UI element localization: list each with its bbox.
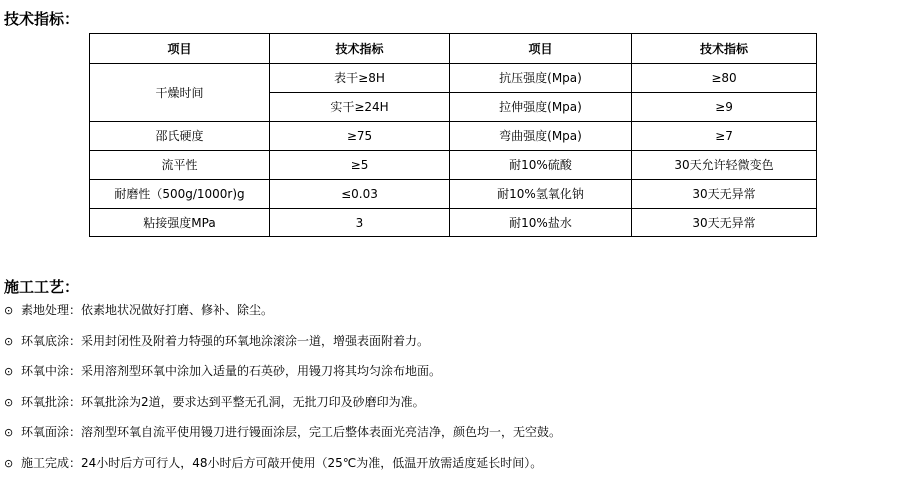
table-row [90, 151, 817, 180]
table-cell-value: ≥7 [632, 122, 817, 151]
table-cell-item: 拉伸强度(Mpa) [450, 93, 632, 122]
list-item [4, 394, 561, 425]
table-cell-item: 粘接强度MPa [90, 209, 270, 237]
table-cell-item: 抗压强度(Mpa) [450, 64, 632, 93]
list-item [4, 363, 561, 394]
list-item [4, 333, 561, 364]
header-item: 项目 [90, 34, 270, 64]
step-text: 环氧中涂：采用溶剂型环氧中涂加入适量的石英砂，用镘刀将其均匀涂布地面。 [21, 364, 442, 379]
step-text: 环氧批涂：环氧批涂为2道，要求达到平整无孔洞，无批刀印及砂磨印为准。 [21, 394, 425, 409]
table-cell-item: 耐10%盐水 [450, 209, 632, 237]
construction-process-title: 施工工艺： [4, 278, 80, 296]
step-text: 环氧面涂：溶剂型环氧自流平使用镘刀进行镘面涂层，完工后整体表面光亮洁净，颜色均一，无空鼓。 [21, 425, 562, 440]
header-spec: 技术指标 [632, 34, 817, 64]
table-cell-value: 30天允许轻微变色 [632, 151, 817, 180]
circle-dot-icon: ⊙ [4, 395, 14, 409]
table-cell-value: 30天无异常 [632, 209, 817, 237]
table-cell-item: 弯曲强度(Mpa) [450, 122, 632, 151]
header-spec: 技术指标 [270, 34, 450, 64]
table-cell-item: 耐磨性（500g/1000r)g [90, 180, 270, 209]
table-row [90, 64, 817, 93]
surface-dry-value: 表干≥8H [270, 64, 450, 93]
table-row [90, 122, 817, 151]
header-item: 项目 [450, 34, 632, 64]
table-cell-value: ≥9 [632, 93, 817, 122]
hard-dry-value: 实干≥24H [270, 93, 450, 122]
circle-dot-icon: ⊙ [4, 334, 14, 348]
table-row [90, 209, 817, 237]
table-header-row [90, 34, 817, 64]
circle-dot-icon: ⊙ [4, 304, 14, 317]
list-item [4, 455, 561, 486]
drying-time-label: 干燥时间 [90, 64, 270, 122]
list-item [4, 302, 561, 333]
table-cell-value: 30天无异常 [632, 180, 817, 209]
table-cell-item: 耐10%硫酸 [450, 151, 632, 180]
specs-table [89, 33, 817, 237]
circle-dot-icon: ⊙ [4, 426, 14, 440]
table-cell-value: ≥75 [270, 122, 450, 151]
table-cell-value: ≤0.03 [270, 180, 450, 209]
table-cell-item: 邵氏硬度 [90, 122, 270, 151]
table-row [90, 180, 817, 209]
table-cell-item: 耐10%氢氧化钠 [450, 180, 632, 209]
table-cell-value: ≥80 [632, 64, 817, 93]
circle-dot-icon: ⊙ [4, 365, 14, 379]
technical-specs-title: 技术指标： [4, 10, 80, 28]
step-text: 施工完成：24小时后方可行人，48小时后方可敲开使用（25℃为准，低温开放需适度延长时间）。 [21, 455, 543, 470]
table-cell-item: 流平性 [90, 151, 270, 180]
table-cell-value: 3 [270, 209, 450, 237]
process-steps-list [4, 302, 561, 486]
step-text: 环氧底涂：采用封闭性及附着力特强的环氧地涂滚涂一道，增强表面附着力。 [21, 333, 430, 348]
list-item [4, 424, 561, 455]
circle-dot-icon: ⊙ [4, 456, 14, 470]
step-text: 素地处理：依素地状况做好打磨、修补、除尘。 [21, 303, 274, 317]
table-cell-value: ≥5 [270, 151, 450, 180]
